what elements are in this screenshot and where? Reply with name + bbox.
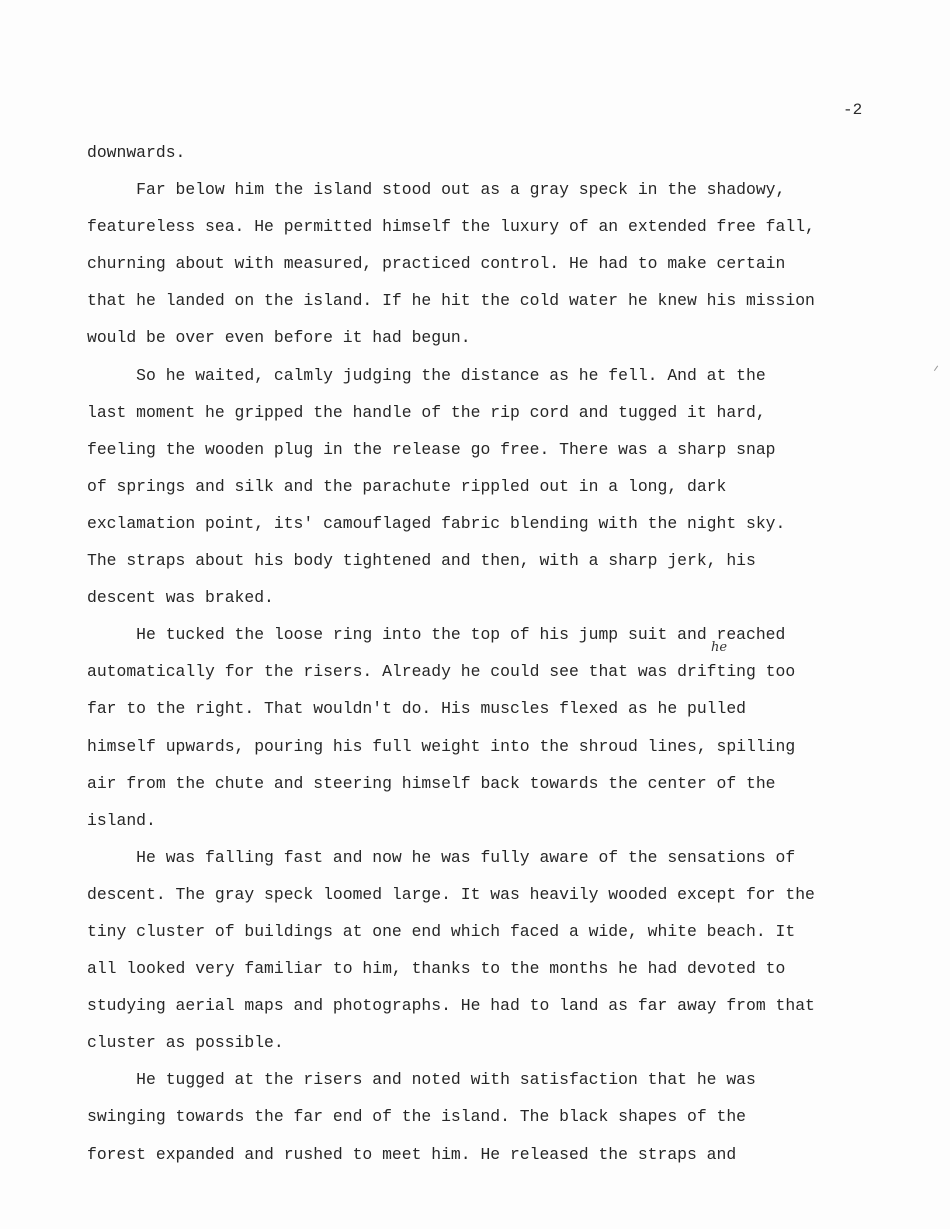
text-line: far to the right. That wouldn't do. His muscles flexed as he pulled <box>87 699 747 719</box>
text-line: exclamation point, its' camouflaged fabric blending with the night sky. <box>87 513 786 533</box>
text-line: automatically for the risers. Already he could see that was drifting too <box>87 662 796 682</box>
text-line: descent was braked. <box>87 588 274 608</box>
text-line: tiny cluster of buildings at one end which faced a wide, white beach. It <box>87 921 796 941</box>
text-line: that he landed on the island. If he hit the cold water he knew his mission <box>87 291 815 311</box>
text-line: He tucked the loose ring into the top of his jump suit and reached <box>87 625 786 645</box>
text-line: featureless sea. He permitted himself the luxury of an extended free fall, <box>87 217 815 237</box>
text-line: cluster as possible. <box>87 1033 284 1053</box>
text-line: would be over even before it had begun. <box>87 328 471 348</box>
text-line: swinging towards the far end of the island. The black shapes of the <box>87 1107 747 1127</box>
text-line: all looked very familiar to him, thanks to the months he had devoted to <box>87 959 786 979</box>
stray-pen-mark <box>934 366 943 375</box>
text-line: feeling the wooden plug in the release go free. There was a sharp snap <box>87 439 776 459</box>
text-line: island. <box>87 810 156 830</box>
handwritten-insertion: he <box>711 640 728 655</box>
text-line: Far below him the island stood out as a gray speck in the shadowy, <box>87 180 786 200</box>
text-line: of springs and silk and the parachute rippled out in a long, dark <box>87 476 727 496</box>
text-line: air from the chute and steering himself back towards the center of the <box>87 773 776 793</box>
text-line: He tugged at the risers and noted with satisfaction that he was <box>87 1070 756 1090</box>
text-line: So he waited, calmly judging the distance as he fell. And at the <box>87 365 766 385</box>
text-line: churning about with measured, practiced control. He had to make certain <box>87 254 786 274</box>
text-line: downwards. <box>87 143 186 162</box>
text-line: He was falling fast and now he was fully aware of the sensations of <box>87 847 796 867</box>
text-line: descent. The gray speck loomed large. It was heavily wooded except for the <box>87 884 815 904</box>
text-line: last moment he gripped the handle of the rip cord and tugged it hard, <box>87 402 766 422</box>
text-line: forest expanded and rushed to meet him. He released the straps and <box>87 1144 737 1164</box>
text-line: studying aerial maps and photographs. He had to land as far away from that <box>87 996 815 1016</box>
text-line: himself upwards, pouring his full weight into the shroud lines, spilling <box>87 736 796 756</box>
page-number: -2 <box>843 101 863 119</box>
manuscript-text <box>87 134 927 1173</box>
text-line: The straps about his body tightened and then, with a sharp jerk, his <box>87 551 756 571</box>
